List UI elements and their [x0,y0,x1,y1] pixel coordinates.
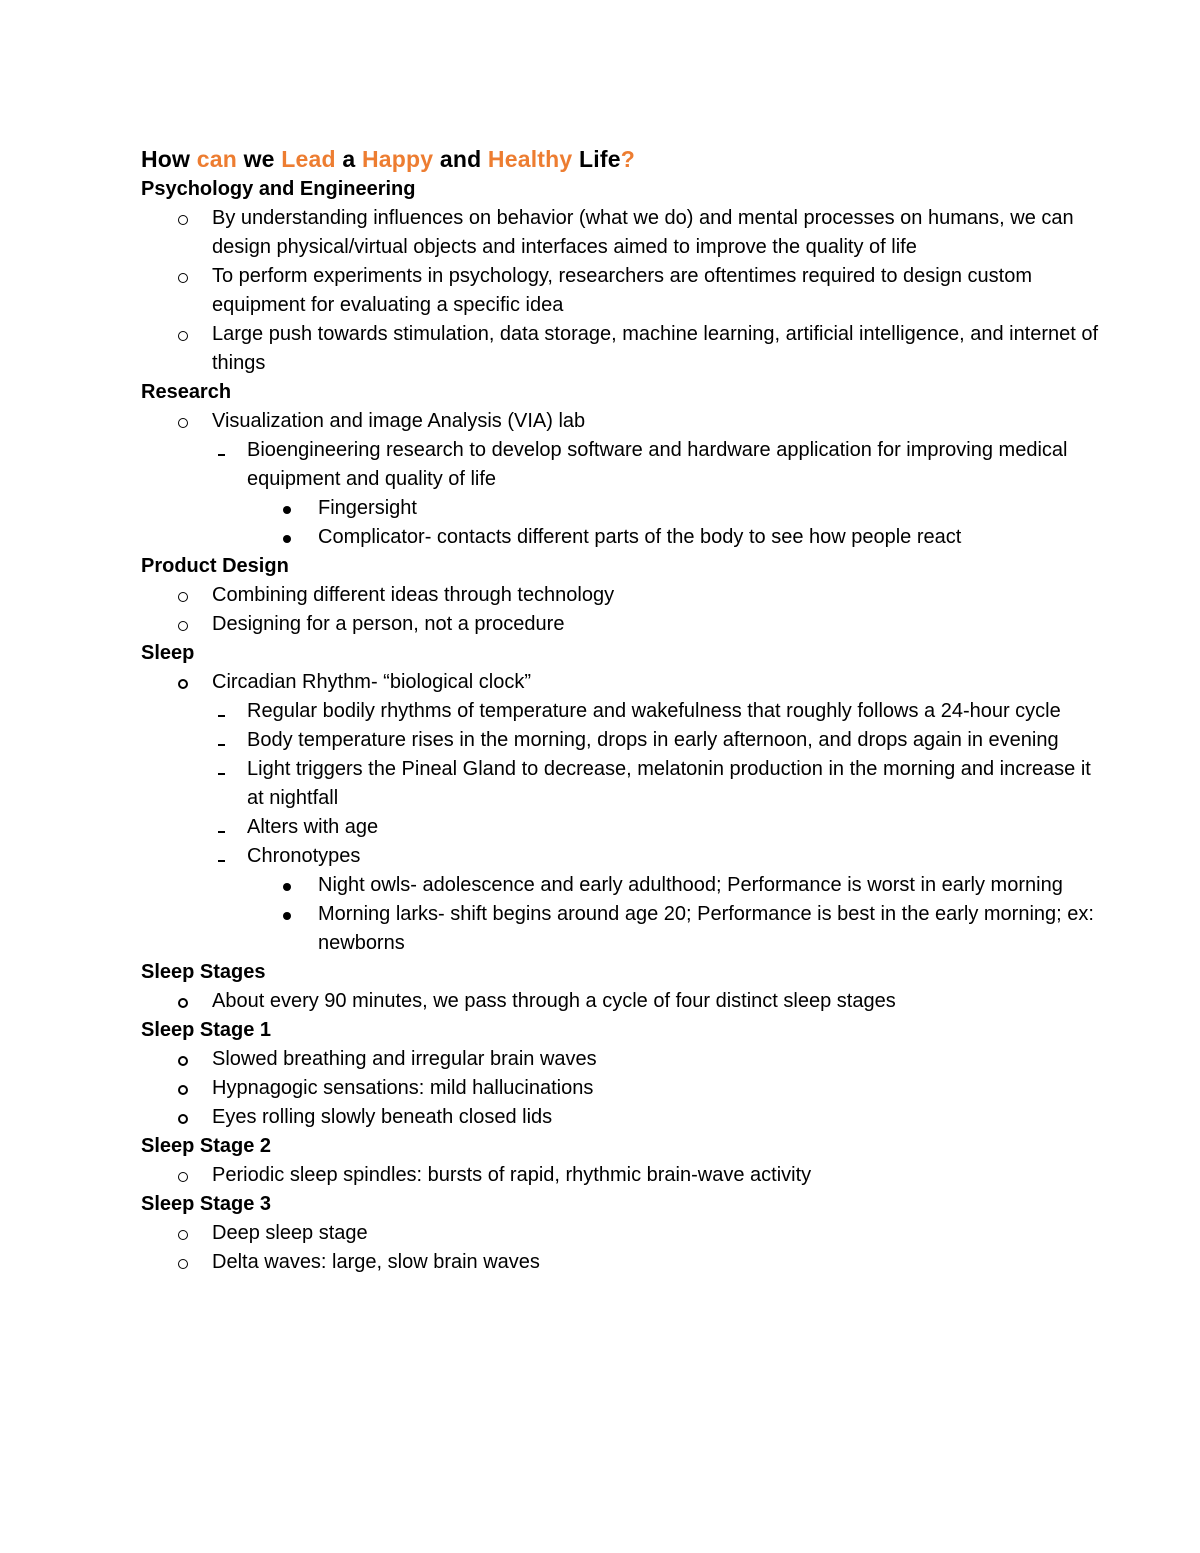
section-heading-sleep-stage-1: Sleep Stage 1 [141,1019,272,1041]
list-item: Circadian Rhythm- “biological clock” [141,668,1101,697]
title-word: How [141,146,191,172]
open-circle-bullet-icon [171,407,195,437]
title-word: we [243,146,275,172]
list-item: To perform experiments in psychology, researchers are oftentimes required to design custom equipment for evaluating a specific idea [141,262,1101,320]
list-item: By understanding influences on behavior (what we do) and mental processes on humans, we can design physical/virtual objects and interfaces aimed to improve the quality of life [141,204,1101,262]
sub-list-item: Body temperature rises in the morning, drops in early afternoon, and drops again in evening [141,726,1101,755]
dash-bullet-icon [209,697,233,726]
open-circle-bullet-icon [171,581,195,611]
list-item: Periodic sleep spindles: bursts of rapid, rhythmic brain-wave activity [141,1161,1101,1190]
bold-circle-bullet-icon [171,668,195,698]
dash-bullet-icon [209,842,233,871]
document-title [141,143,1101,175]
title-word: and [439,146,482,172]
sub-list-item: Bioengineering research to develop software and hardware application for improving medical equipment and quality of life [141,436,1101,494]
sub-sub-list-item: Night owls- adolescence and early adulthood; Performance is worst in early morning [141,871,1101,900]
section-heading-sleep-stage-3: Sleep Stage 3 [141,1193,272,1215]
open-circle-bullet-icon [171,1248,195,1278]
title-word-accent: Happy [361,146,434,172]
dash-bullet-icon [209,436,233,465]
section-heading-sleep-stages: Sleep Stages [141,961,266,983]
open-circle-bullet-icon [171,320,195,350]
open-circle-bullet-icon [171,610,195,640]
list-item: Large push towards stimulation, data storage, machine learning, artificial intelligence, and internet of things [141,320,1101,378]
bold-circle-bullet-icon [171,1103,195,1133]
open-circle-bullet-icon [171,262,195,292]
filled-dot-bullet-icon [275,523,299,552]
sub-list-item: Regular bodily rhythms of temperature and wakefulness that roughly follows a 24-hour cycle [141,697,1101,726]
sub-sub-list-item: Morning larks- shift begins around age 20; Performance is best in the early morning; ex: newborns [141,900,1101,958]
list-item: Hypnagogic sensations: mild hallucinations [141,1074,1101,1103]
section-heading-psychology-engineering: Psychology and Engineering [141,178,416,200]
list-item: Eyes rolling slowly beneath closed lids [141,1103,1101,1132]
list-item: Designing for a person, not a procedure [141,610,1101,639]
bold-circle-bullet-icon [171,1074,195,1104]
open-circle-bullet-icon [171,204,195,234]
bold-circle-bullet-icon [171,1045,195,1075]
list-item: Delta waves: large, slow brain waves [141,1248,1101,1277]
section-heading-sleep-stage-2: Sleep Stage 2 [141,1135,272,1157]
list-item: Visualization and image Analysis (VIA) lab [141,407,1101,436]
section-heading-sleep: Sleep [141,642,195,664]
title-word: a [342,146,356,172]
open-circle-bullet-icon [171,1219,195,1249]
list-item: About every 90 minutes, we pass through a cycle of four distinct sleep stages [141,987,1101,1016]
list-item: Combining different ideas through technology [141,581,1101,610]
sub-list-item: Chronotypes [141,842,1101,871]
document-body [141,143,1101,1277]
bold-circle-bullet-icon [171,987,195,1017]
sub-sub-list-item: Complicator- contacts different parts of the body to see how people react [141,523,1101,552]
filled-dot-bullet-icon [275,900,299,929]
sub-list-item: Alters with age [141,813,1101,842]
filled-dot-bullet-icon [275,871,299,900]
dash-bullet-icon [209,755,233,784]
section-heading-product-design: Product Design [141,555,289,577]
dash-bullet-icon [209,726,233,755]
title-word: Life [579,146,621,172]
title-question-mark: ? [620,146,635,172]
sub-sub-list-item: Fingersight [141,494,1101,523]
section-heading-research: Research [141,381,232,403]
open-circle-bullet-icon [171,1161,195,1191]
title-word-accent: Healthy [487,146,573,172]
list-item: Deep sleep stage [141,1219,1101,1248]
sub-list-item: Light triggers the Pineal Gland to decrease, melatonin production in the morning and increase it at nightfall [141,755,1101,813]
list-item: Slowed breathing and irregular brain waves [141,1045,1101,1074]
filled-dot-bullet-icon [275,494,299,523]
title-word-accent: can [196,146,237,172]
dash-bullet-icon [209,813,233,842]
title-word-accent: Lead [281,146,336,172]
